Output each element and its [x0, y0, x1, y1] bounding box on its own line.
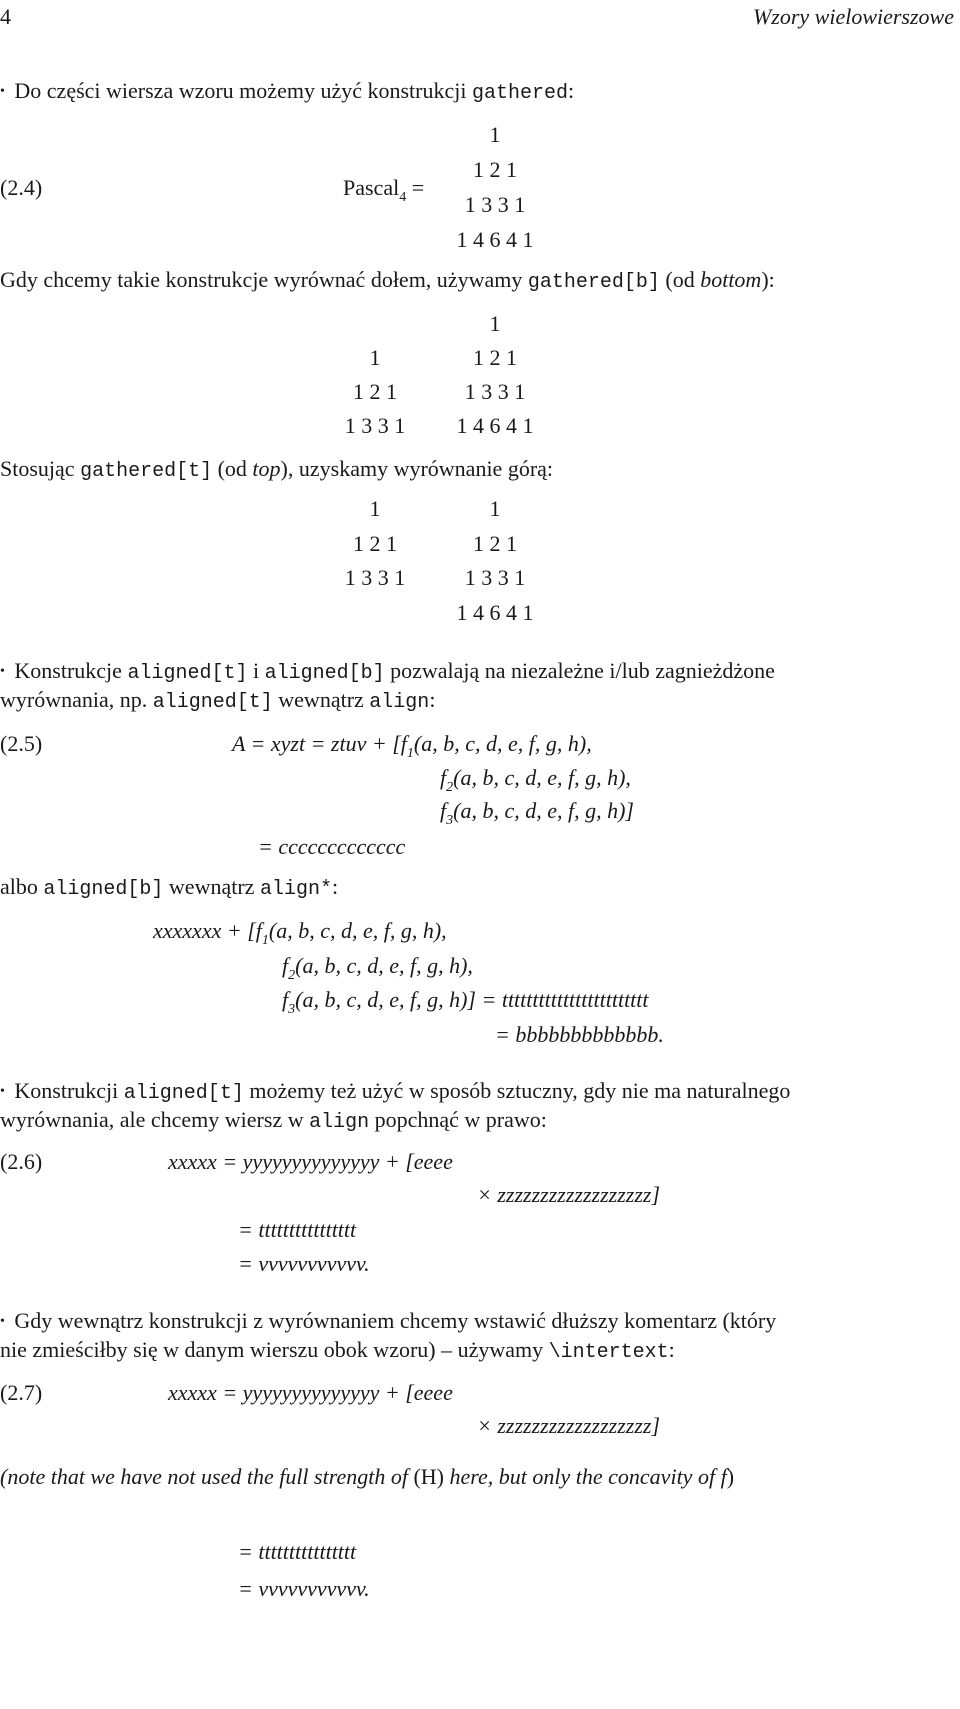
- equation-tag-2-5: (2.5): [0, 731, 43, 756]
- paragraph-bottom-align: Gdy chcemy takie konstrukcje wyrównać dołem, używamy gathered[b] (od bottom):: [0, 267, 775, 294]
- eq25-line-4: = ccccccccccccc: [258, 834, 406, 859]
- bottom-right-row-4: 1 4 6 4 1: [456, 413, 534, 438]
- bottom-right-row-2: 1 2 1: [473, 345, 517, 370]
- code-gathered: gathered: [471, 82, 568, 105]
- bullet-icon: •: [0, 84, 5, 99]
- top-left-row-3: 1 3 3 1: [344, 565, 406, 590]
- eq27-line-3: = tttttttttttttttt: [238, 1539, 357, 1564]
- top-left-row-1: 1: [369, 496, 381, 521]
- pascal-row-3: 1 3 3 1: [464, 192, 526, 217]
- bottom-left-row-1: 1: [369, 345, 381, 370]
- equation-tag-2-6: (2.6): [0, 1149, 43, 1174]
- top-right-row-3: 1 3 3 1: [464, 565, 526, 590]
- eq27-intertext: (note that we have not used the full strength of (H) here, but only the concavity of f): [0, 1464, 735, 1489]
- top-left-row-2: 1 2 1: [353, 531, 397, 556]
- running-title: Wzory wielowierszowe: [752, 4, 954, 29]
- bottom-right-row-1: 1: [489, 311, 501, 336]
- eq26-line-2: × zzzzzzzzzzzzzzzzzz]: [477, 1182, 661, 1207]
- paragraph-intertext-line2: nie zmieściłby się w danym wierszu obok wzoru) – używamy \intertext:: [0, 1337, 675, 1364]
- equation-tag-2-4: (2.4): [0, 175, 43, 200]
- eqstar-line-3: $f_3(a$, b, c, d, e, f, g, h)] = tttttttttttttttttttttttt: [282, 987, 649, 1017]
- eqstar-line-2: $f_2(a$, b, c, d, e, f, g, h),: [282, 953, 473, 983]
- eq25-line-1: A = xyzt = ztuv + [$f_1(a$, b, c, d, e, f, g, h),: [232, 731, 592, 761]
- bullet-icon: •: [0, 664, 5, 679]
- top-right-row-2: 1 2 1: [473, 531, 517, 556]
- eq26-line-1: xxxxx = yyyyyyyyyyyyyy + [eeee: [168, 1149, 453, 1174]
- top-right-row-4: 1 4 6 4 1: [456, 600, 534, 625]
- top-right-row-1: 1: [489, 496, 501, 521]
- paragraph-aligned-intro-line1: • Konstrukcje aligned[t] i aligned[b] pozwalają na niezależne i/lub zagnieżdżone: [0, 658, 775, 685]
- eqstar-line-1: xxxxxxx + [$f_1(a$, b, c, d, e, f, g, h),: [153, 918, 447, 948]
- bullet-icon: •: [0, 1084, 5, 1099]
- paragraph-gathered-intro: • Do części wiersza wzoru możemy użyć konstrukcji gathered:: [0, 78, 575, 105]
- paragraph-artificial-line2: wyrównania, ale chcemy wiersz w align popchnąć w prawo:: [0, 1107, 547, 1134]
- bullet-icon: •: [0, 1314, 5, 1329]
- pascal-row-4: 1 4 6 4 1: [456, 227, 534, 252]
- paragraph-intertext-line1: • Gdy wewnątrz konstrukcji z wyrównaniem chcemy wstawić dłuższy komentarz (który: [0, 1308, 777, 1333]
- eq27-line-1: xxxxx = yyyyyyyyyyyyyy + [eeee: [168, 1380, 453, 1405]
- bottom-right-row-3: 1 3 3 1: [464, 379, 526, 404]
- pascal-row-1: 1: [489, 122, 501, 147]
- code-gathered-b: gathered[b]: [527, 271, 660, 294]
- eqstar-line-4: = bbbbbbbbbbbbb.: [495, 1022, 664, 1047]
- page-number: 4: [0, 4, 11, 29]
- equation-tag-2-7: (2.7): [0, 1380, 43, 1405]
- paragraph-aligned-intro-line2: wyrównania, np. aligned[t] wewnątrz align:: [0, 687, 436, 714]
- eq27-line-4: = vvvvvvvvvvv.: [238, 1576, 370, 1601]
- eq26-line-3: = tttttttttttttttt: [238, 1217, 357, 1242]
- pascal-lhs: Pascal$_4$ =: [343, 175, 425, 205]
- eq25-line-3: $f_3(a$, b, c, d, e, f, g, h)]: [440, 798, 634, 828]
- paragraph-artificial-line1: • Konstrukcji aligned[t] możemy też użyć w sposób sztuczny, gdy nie ma naturalnego: [0, 1078, 791, 1105]
- bottom-left-row-3: 1 3 3 1: [344, 413, 406, 438]
- eq26-line-4: = vvvvvvvvvvv.: [238, 1251, 370, 1276]
- code-intertext: \intertext: [548, 1341, 669, 1364]
- paragraph-top-align: Stosując gathered[t] (od top), uzyskamy wyrównanie górą:: [0, 456, 554, 483]
- eq25-line-2: $f_2(a$, b, c, d, e, f, g, h),: [440, 765, 631, 795]
- bottom-left-row-2: 1 2 1: [353, 379, 397, 404]
- pascal-row-2: 1 2 1: [473, 157, 517, 182]
- code-gathered-t: gathered[t]: [80, 460, 213, 483]
- eq27-line-2: × zzzzzzzzzzzzzzzzzz]: [477, 1413, 661, 1438]
- paragraph-aligned-b: albo aligned[b] wewnątrz align*:: [0, 874, 339, 901]
